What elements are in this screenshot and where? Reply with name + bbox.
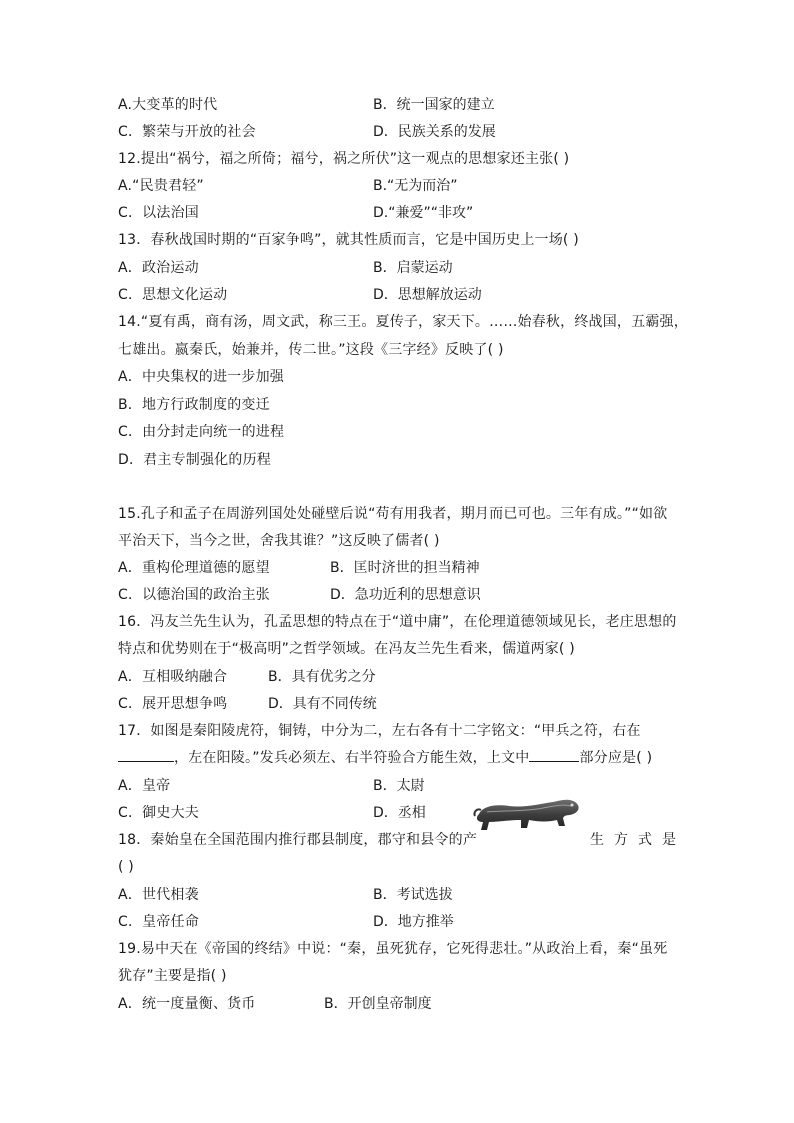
q17-stem-part-b: 部分应是( ) bbox=[579, 750, 653, 766]
q14-stem-line2: 七雄出。嬴秦氏，始兼并，传二世。”这段《三字经》反映了( ) bbox=[118, 342, 504, 358]
q13-option-c: C．思想文化运动 bbox=[118, 287, 228, 303]
q19-option-b: B．开创皇帝制度 bbox=[324, 996, 432, 1012]
q17-option-b: B．太尉 bbox=[373, 778, 425, 794]
q18-option-b: B．考试选拔 bbox=[373, 887, 453, 903]
bronze-tiger-tally-icon bbox=[473, 792, 585, 836]
q11-option-d: D．民族关系的发展 bbox=[373, 124, 496, 140]
q12-option-d: D.“兼爱”“非攻” bbox=[373, 205, 474, 221]
q18-option-a: A．世代相袭 bbox=[118, 887, 199, 903]
q15-option-d: D．急功近利的思想意识 bbox=[330, 587, 481, 603]
q17-stem-line2 bbox=[118, 749, 652, 767]
q14-option-b: B．地方行政制度的变迁 bbox=[118, 397, 270, 413]
q19-option-a: A．统一度量衡、货币 bbox=[118, 996, 256, 1012]
q12-stem: 12.提出“祸兮，福之所倚；福兮，祸之所伏”这一观点的思想家还主张( ) bbox=[118, 151, 570, 167]
q11-option-a: A.大变革的时代 bbox=[118, 97, 218, 113]
q17-option-c: C．御史大夫 bbox=[118, 805, 199, 821]
q18-stem-line2: ( ) bbox=[118, 859, 134, 875]
q14-stem-line1: 14.“夏有禹，商有汤，周文武，称三王。夏传子，家天下。……始春秋，终战国，五霸强， bbox=[118, 314, 688, 330]
q12-option-b: B.“无为而治” bbox=[373, 178, 458, 194]
q13-stem: 13．春秋战国时期的“百家争鸣”，就其性质而言，它是中国历史上一场( ) bbox=[118, 232, 579, 248]
q16-option-c: C．展开思想争鸣 bbox=[118, 696, 228, 712]
q17-stem-part-a: ，左在阳陵。”发兵必须左、右半符验合方能生效，上文中 bbox=[174, 750, 530, 766]
q16-stem-line1: 16．冯友兰先生认为，孔孟思想的特点在于“道中庸”，在伦理道德领域见长，老庄思想的 bbox=[118, 614, 677, 630]
q18-option-c: C．皇帝任命 bbox=[118, 914, 199, 930]
q15-option-b: B．匡时济世的担当精神 bbox=[330, 560, 480, 576]
q16-option-d: D．具有不同传统 bbox=[268, 696, 377, 712]
q17-stem-line1: 17．如图是秦阳陵虎符，铜铸，中分为二，左右各有十二字铭文：“甲兵之符，右在 bbox=[118, 723, 641, 739]
q11-option-c: C．繁荣与开放的社会 bbox=[118, 124, 256, 140]
q12-option-a: A.“民贵君轻” bbox=[118, 178, 204, 194]
q15-option-a: A．重构伦理道德的愿望 bbox=[118, 560, 270, 576]
q12-option-c: C．以法治国 bbox=[118, 205, 199, 221]
q13-option-b: B．启蒙运动 bbox=[373, 260, 453, 276]
q15-stem-line2: 平治天下，当今之世，舍我其谁？”这反映了儒者( ) bbox=[118, 533, 440, 549]
answer-blank bbox=[529, 749, 579, 762]
q15-option-c: C．以德治国的政治主张 bbox=[118, 587, 270, 603]
q18-stem-line1-tail: 生方式是 bbox=[590, 832, 686, 848]
q13-option-d: D．思想解放运动 bbox=[373, 287, 482, 303]
q19-stem-line1: 19.易中天在《帝国的终结》中说：“秦，虽死犹存，它死得悲壮。”从政治上看，秦“虽死 bbox=[118, 941, 668, 957]
q18-option-d: D．地方推举 bbox=[373, 914, 454, 930]
q14-option-c: C．由分封走向统一的进程 bbox=[118, 424, 285, 440]
q16-option-a: A．互相吸纳融合 bbox=[118, 669, 228, 685]
q17-option-a: A．皇帝 bbox=[118, 778, 171, 794]
q18-stem-line1: 18．秦始皇在全国范围内推行郡县制度，郡守和县令的产 bbox=[118, 832, 478, 848]
q13-option-a: A．政治运动 bbox=[118, 260, 199, 276]
q11-option-b: B．统一国家的建立 bbox=[373, 97, 495, 113]
q15-stem-line1: 15.孔子和孟子在周游列国处处碰壁后说“苟有用我者，期月而已可也。三年有成。”“如欲 bbox=[118, 506, 668, 522]
q19-stem-line2: 犹存”主要是指( ) bbox=[118, 968, 227, 984]
answer-blank bbox=[118, 749, 174, 762]
q17-option-d: D．丞相 bbox=[373, 805, 426, 821]
q16-option-b: B．具有优劣之分 bbox=[268, 669, 376, 685]
q16-stem-line2: 特点和优势则在于“极高明”之哲学领域。在冯友兰先生看来，儒道两家( ) bbox=[118, 641, 575, 657]
q14-option-a: A．中央集权的进一步加强 bbox=[118, 369, 284, 385]
q14-option-d: D．君主专制强化的历程 bbox=[118, 452, 271, 468]
